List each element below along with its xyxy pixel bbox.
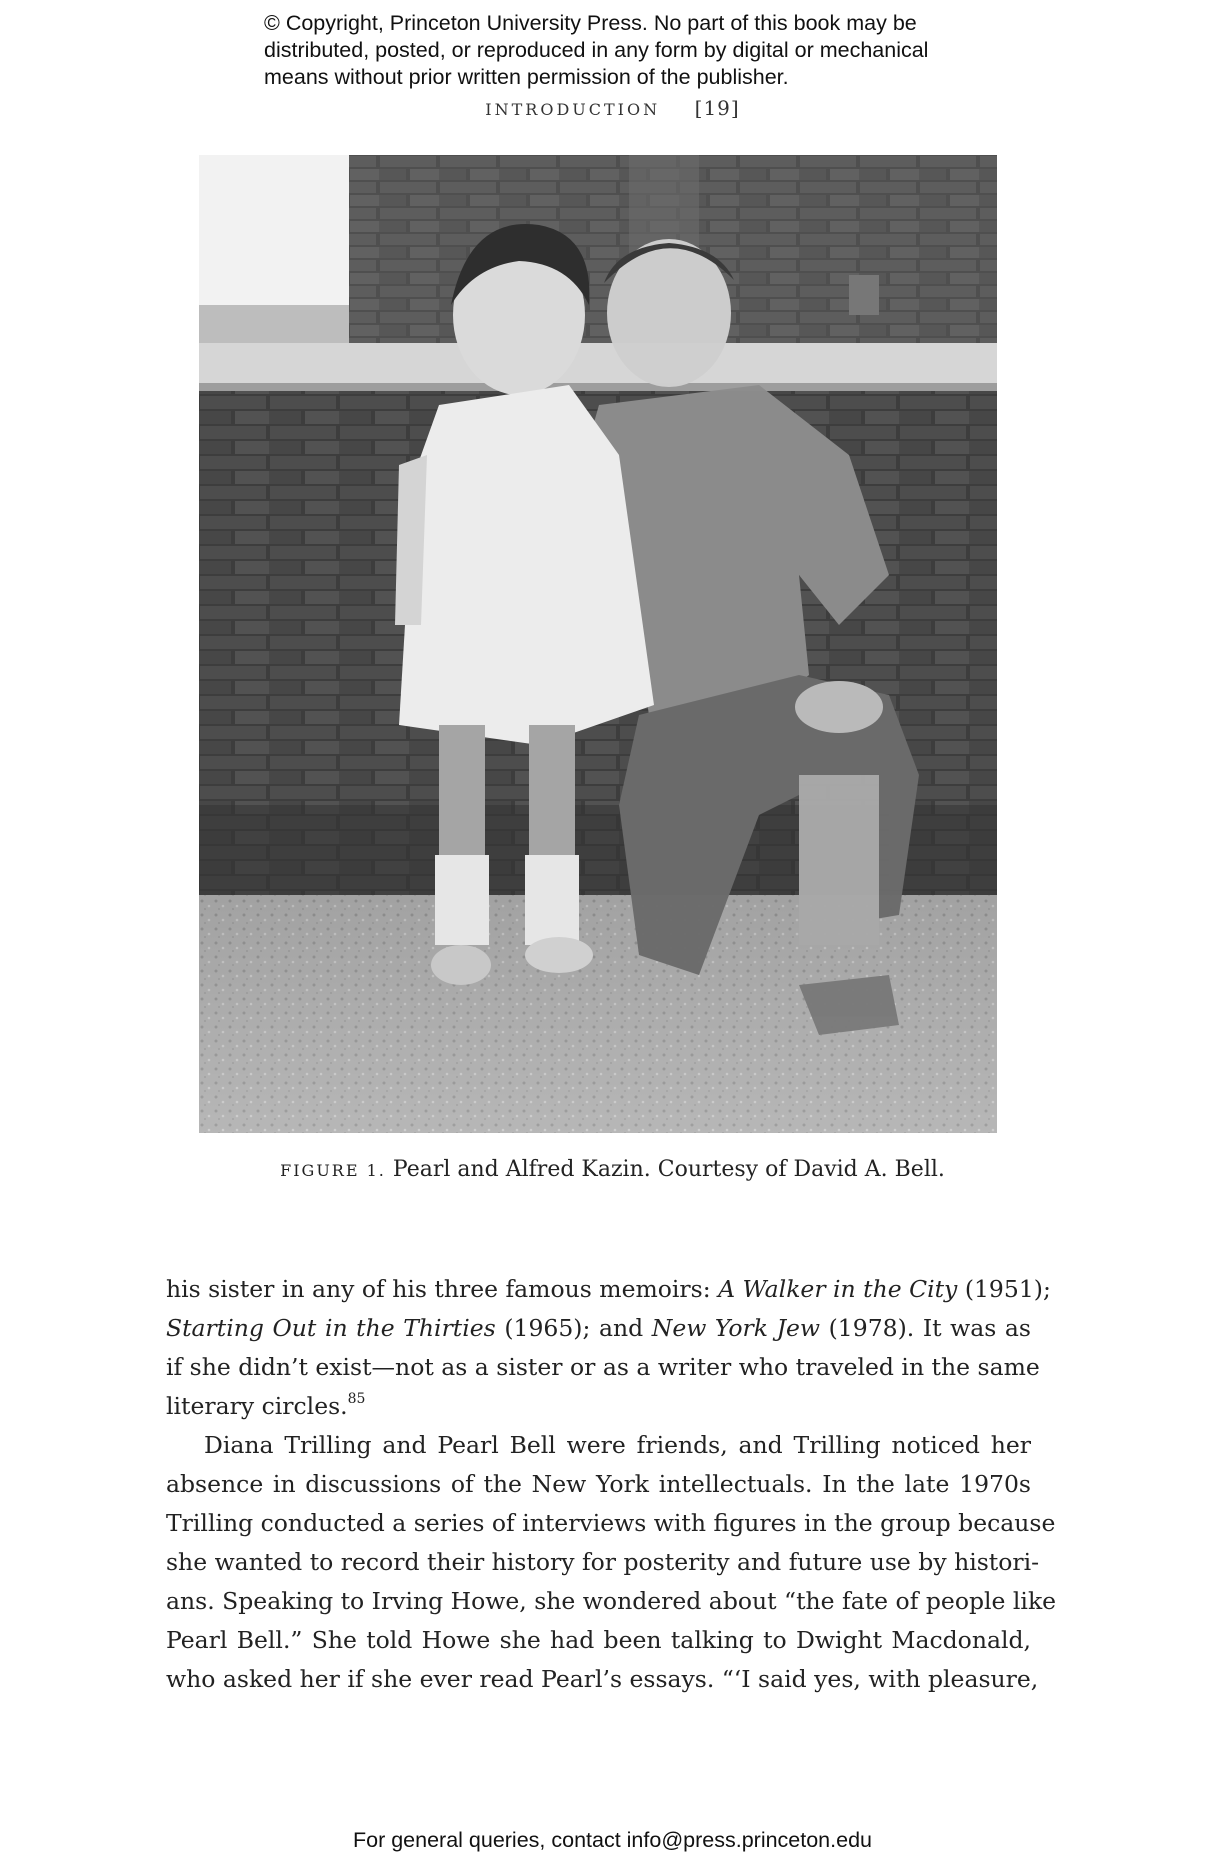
text-line: literary circles.$^{85}$ xyxy=(166,1391,366,1420)
book-title: A Walker in the City xyxy=(718,1275,958,1303)
text-line: his sister in any of his three famous memoirs: A Walker in the City (1951); xyxy=(166,1275,1051,1303)
footnote-marker[interactable]: 85 xyxy=(347,1391,366,1407)
copyright-line: distributed, posted, or reproduced in any form by digital or mechanical xyxy=(264,38,929,62)
footer-contact: For general queries, contact info@press.princeton.edu xyxy=(352,1828,872,1852)
text-line: absence in discussions of the New York intellectuals. In the late 1970s xyxy=(166,1470,1031,1498)
figure-caption-text: Pearl and Alfred Kazin. Courtesy of David A. Bell. xyxy=(392,1157,945,1182)
copyright-notice xyxy=(264,10,984,91)
section-title: INTRODUCTION xyxy=(485,100,661,119)
text-line: Diana Trilling and Pearl Bell were friends, and Trilling noticed her xyxy=(204,1431,1031,1459)
photo-pearl-and-alfred-kazin xyxy=(199,155,997,1133)
page-number: [19] xyxy=(694,96,740,120)
book-title: New York Jew xyxy=(651,1314,821,1342)
text-line: Starting Out in the Thirties (1965); and New York Jew (1978). It was as xyxy=(166,1314,1031,1342)
copyright-line: © Copyright, Princeton University Press. No part of this book may be xyxy=(264,11,917,35)
book-title: Starting Out in the Thirties xyxy=(166,1314,496,1342)
figure-photo xyxy=(199,155,997,1133)
text-line: Pearl Bell.” She told Howe she had been talking to Dwight Macdonald, xyxy=(166,1626,1031,1654)
copyright-line: means without prior written permission of the publisher. xyxy=(264,65,789,89)
figure-caption xyxy=(0,1157,1225,1182)
text-line: she wanted to record their history for posterity and future use by histori- xyxy=(166,1548,1040,1576)
text-line: Trilling conducted a series of interviews with figures in the group because xyxy=(166,1509,1056,1537)
text-line: if she didn’t exist—not as a sister or as a writer who traveled in the same xyxy=(166,1353,1040,1381)
running-head xyxy=(0,96,1225,120)
text-line: ans. Speaking to Irving Howe, she wondered about “the fate of people like xyxy=(166,1587,1057,1615)
figure-label: FIGURE 1. xyxy=(280,1161,386,1180)
text-line: who asked her if she ever read Pearl’s essays. “‘I said yes, with pleasure, xyxy=(166,1665,1039,1693)
body-text xyxy=(166,1270,1057,1699)
